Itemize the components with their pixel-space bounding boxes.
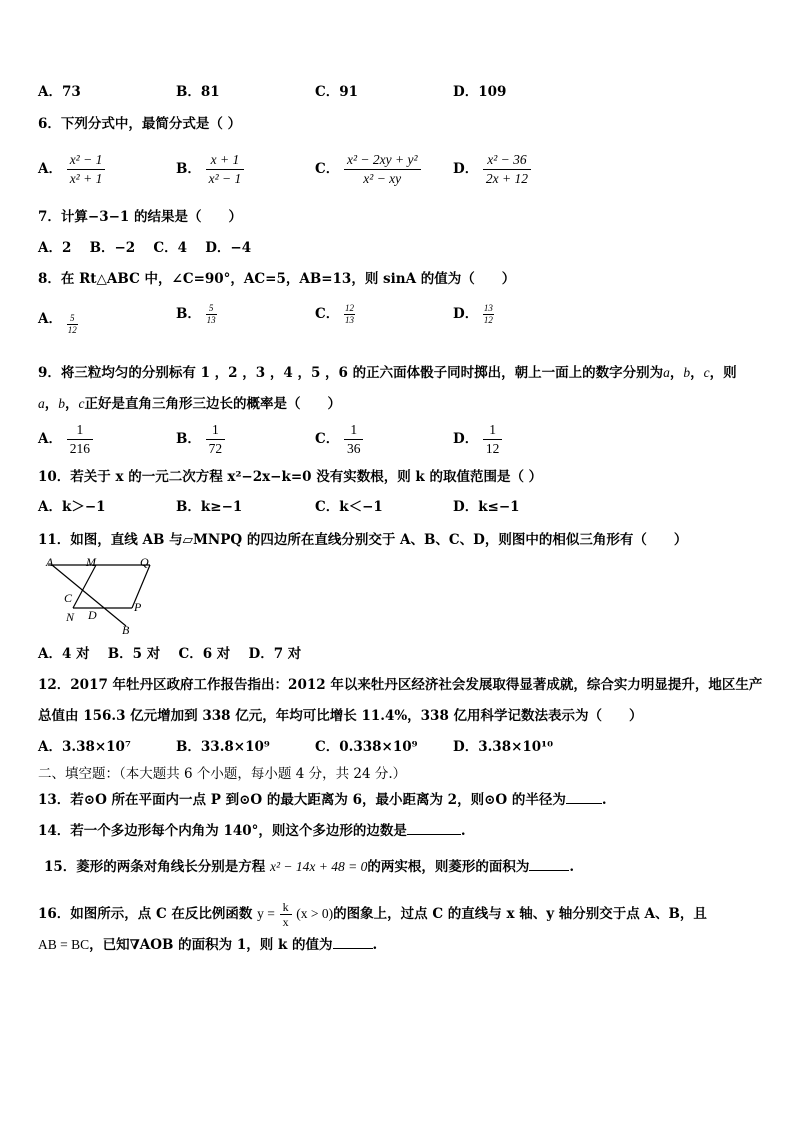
q13-text: 13．若⊙O 所在平面内一点 P 到⊙O 的最大距离为 6，最小距离为 2，则⊙O 的半径为	[38, 792, 566, 808]
q8-stem: 8．在 Rt△ABC 中，∠C=90°，AC=5，AB=13，则 sinA 的值为（ ）	[38, 271, 516, 287]
q10-option-d: D．k≤−1	[453, 499, 520, 515]
q9-line2-text: 正好是直角三角形三边长的概率是（ ）	[84, 396, 341, 412]
q9-var-c: c	[78, 396, 85, 411]
label-c: C	[64, 591, 73, 605]
q6-c-fraction	[344, 151, 421, 188]
q7-options: A．2 B．−2 C．4 D．−4	[38, 240, 252, 256]
q16-func-den: x	[282, 915, 289, 929]
q6-d-fraction	[483, 151, 531, 188]
q9-b-fraction	[206, 421, 226, 458]
q9-d-num: 1	[483, 421, 503, 440]
q9-sep: ，	[44, 396, 59, 412]
q16-text: 16．如图所示，点 C 在反比例函数	[38, 906, 253, 922]
q9-var-a: a	[38, 396, 45, 411]
q6-b-num: x + 1	[206, 151, 245, 170]
q9-var-b: b	[58, 396, 65, 411]
q8-b-den: 13	[206, 315, 216, 325]
q9-b-num: 1	[206, 421, 226, 440]
q14	[38, 822, 466, 840]
q8-b-label: B．	[176, 306, 201, 322]
q8-a-den: 12	[67, 325, 77, 335]
q9-line-2	[38, 395, 341, 413]
q9-a-fraction	[67, 421, 93, 458]
q12-option-c: C．0.338×10⁹	[315, 739, 418, 755]
q15-text-2: 的两实根，则菱形的面积为	[367, 859, 530, 875]
section-2-heading: 二、填空题：（本大题共 6 个小题，每小题 4 分，共 24 分.）	[38, 766, 407, 782]
q8-option-a	[38, 303, 78, 336]
q11-options: A．4 对 B．5 对 C．6 对 D．7 对	[38, 646, 302, 662]
q11-figure	[40, 554, 160, 638]
q9-option-b	[176, 421, 225, 458]
q8-b-fraction	[206, 303, 217, 326]
q9-b-label: B．	[176, 431, 201, 447]
label-q: Q	[140, 555, 149, 569]
q14-answer-blank[interactable]	[407, 822, 461, 835]
label-d: D	[88, 608, 97, 622]
q6-c-den: x² − xy	[363, 171, 402, 186]
q6-stem: 6．下列分式中，最简分式是（ ）	[38, 116, 242, 132]
q6-a-num: x² − 1	[67, 151, 106, 170]
q16-func-lhs: y =	[257, 906, 275, 921]
q6-d-num: x² − 36	[483, 151, 531, 170]
q8-d-fraction	[483, 303, 494, 326]
label-m: M	[86, 555, 96, 569]
q6-b-den: x² − 1	[208, 171, 242, 186]
q9-sep: ，	[690, 365, 704, 381]
q9-d-fraction	[483, 421, 503, 458]
q6-option-b	[176, 151, 244, 188]
q9-a-num: 1	[67, 421, 93, 440]
q8-a-num: 5	[67, 313, 78, 325]
q6-option-a	[38, 151, 105, 188]
q9-a-label: A．	[38, 431, 62, 447]
q9-line1-text: 9．将三粒均匀的分别标有 1 ，2 ，3 ，4 ，5 ，6 的正六面体骰子同时掷出，朝上一面上的数字分别为	[38, 365, 664, 381]
q8-option-b	[176, 303, 217, 326]
q8-c-label: C．	[315, 306, 340, 322]
q16-func-num: k	[280, 900, 292, 915]
q15-text: 15．菱形的两条对角线长分别是方程	[44, 859, 266, 875]
q6-d-den: 2x + 12	[485, 171, 529, 186]
q11-stem: 11．如图，直线 AB 与▱MNPQ 的四边所在直线分别交于 A、B、C、D，则图中的相似三角形有（ ）	[38, 532, 688, 548]
q5-option-b: B．81	[176, 84, 220, 100]
q9-c-fraction	[344, 421, 364, 458]
q9-option-c	[315, 421, 363, 458]
q6-a-fraction	[67, 151, 106, 188]
q14-text: 14．若一个多边形每个内角为 140°，则这个多边形的边数是	[38, 823, 407, 839]
q8-c-num: 12	[344, 303, 354, 313]
q12-line-1: 12．2017 年牡丹区政府工作报告指出：2012 年以来牡丹区经济社会发展取得显著成就，综合实力明显提升，地区生产	[38, 677, 763, 693]
label-n: N	[66, 610, 75, 624]
q6-a-label: A．	[38, 161, 62, 177]
q16-text-3: ，已知∇AOB 的面积为 1，则 k 的值为	[89, 937, 333, 953]
q10-stem: 10．若关于 x 的一元二次方程 x²−2x−k=0 没有实数根，则 k 的取值范围是（ ）	[38, 469, 543, 485]
q6-c-num: x² − 2xy + y²	[344, 151, 421, 170]
q6-option-d	[453, 151, 531, 188]
q8-d-num: 13	[483, 303, 493, 313]
q9-d-den: 12	[485, 441, 500, 456]
q9-c-label: C．	[315, 431, 340, 447]
q12-line-2: 总值由 156.3 亿元增加到 338 亿元，年均可比增长 11.4%，338 亿用科学记数法表示为（ ）	[38, 708, 643, 724]
q16-line-1	[38, 900, 707, 929]
label-p: P	[134, 600, 142, 614]
q8-b-num: 5	[206, 303, 217, 315]
q6-a-den: x² + 1	[69, 171, 103, 186]
q12-option-a: A．3.38×10⁷	[38, 739, 131, 755]
q6-c-label: C．	[315, 161, 340, 177]
q10-option-b: B．k≥−1	[176, 499, 243, 515]
q5-option-c: C．91	[315, 84, 359, 100]
q15-end: .	[569, 859, 575, 875]
q8-a-fraction	[67, 313, 78, 336]
q15-answer-blank[interactable]	[529, 858, 569, 871]
q9-d-label: D．	[453, 431, 479, 447]
q9-option-a	[38, 421, 93, 458]
q8-option-c	[315, 303, 355, 326]
q9-var-b: b	[683, 365, 691, 380]
q9-a-den: 216	[69, 441, 90, 456]
q13-answer-blank[interactable]	[566, 791, 602, 804]
q6-b-label: B．	[176, 161, 201, 177]
q16-func-fraction	[280, 900, 292, 929]
q16-func-cond: (x > 0)	[296, 906, 334, 921]
q9-var-c: c	[703, 365, 710, 380]
q10-option-c: C．k＜−1	[315, 499, 383, 515]
q16-ab-eq: AB = BC	[38, 937, 90, 952]
label-a: A	[46, 555, 54, 569]
q8-option-d	[453, 303, 494, 326]
q8-c-den: 13	[344, 315, 354, 325]
q9-b-den: 72	[208, 441, 223, 456]
q9-line-1	[38, 364, 737, 382]
q9-sep: ，	[65, 396, 79, 412]
q16-line-2	[38, 936, 377, 954]
q8-a-label: A．	[38, 311, 62, 327]
q9-c-den: 36	[346, 441, 361, 456]
q6-b-fraction	[206, 151, 245, 188]
q13-end: .	[601, 792, 607, 808]
line-nm	[73, 565, 96, 608]
q12-option-b: B．33.8×10⁹	[176, 739, 270, 755]
q16-text-2: 的图象上，过点 C 的直线与 x 轴、y 轴分别交于点 A、B，且	[333, 906, 707, 922]
q9-var-a: a	[663, 365, 670, 380]
q9-c-num: 1	[344, 421, 364, 440]
q13	[38, 791, 607, 809]
q9-option-d	[453, 421, 502, 458]
q15-equation: x² − 14x + 48 = 0	[270, 859, 368, 874]
q16-answer-blank[interactable]	[333, 936, 373, 949]
label-b: B	[122, 623, 130, 637]
q8-d-den: 12	[483, 315, 493, 325]
q8-c-fraction	[344, 303, 355, 326]
q14-end: .	[460, 823, 466, 839]
q10-option-a: A．k＞−1	[38, 499, 106, 515]
q6-d-label: D．	[453, 161, 479, 177]
q15	[44, 858, 574, 876]
q5-option-d: D．109	[453, 84, 507, 100]
q6-option-c	[315, 151, 421, 188]
q8-d-label: D．	[453, 306, 479, 322]
q16-end: .	[372, 937, 378, 953]
q12-option-d: D．3.38×10¹⁰	[453, 739, 554, 755]
q7-stem: 7．计算−3−1 的结果是（ ）	[38, 209, 243, 225]
q9-sep: ，	[669, 365, 684, 381]
q9-line1-end: ，则	[709, 365, 737, 381]
q5-option-a: A．73	[38, 84, 81, 100]
